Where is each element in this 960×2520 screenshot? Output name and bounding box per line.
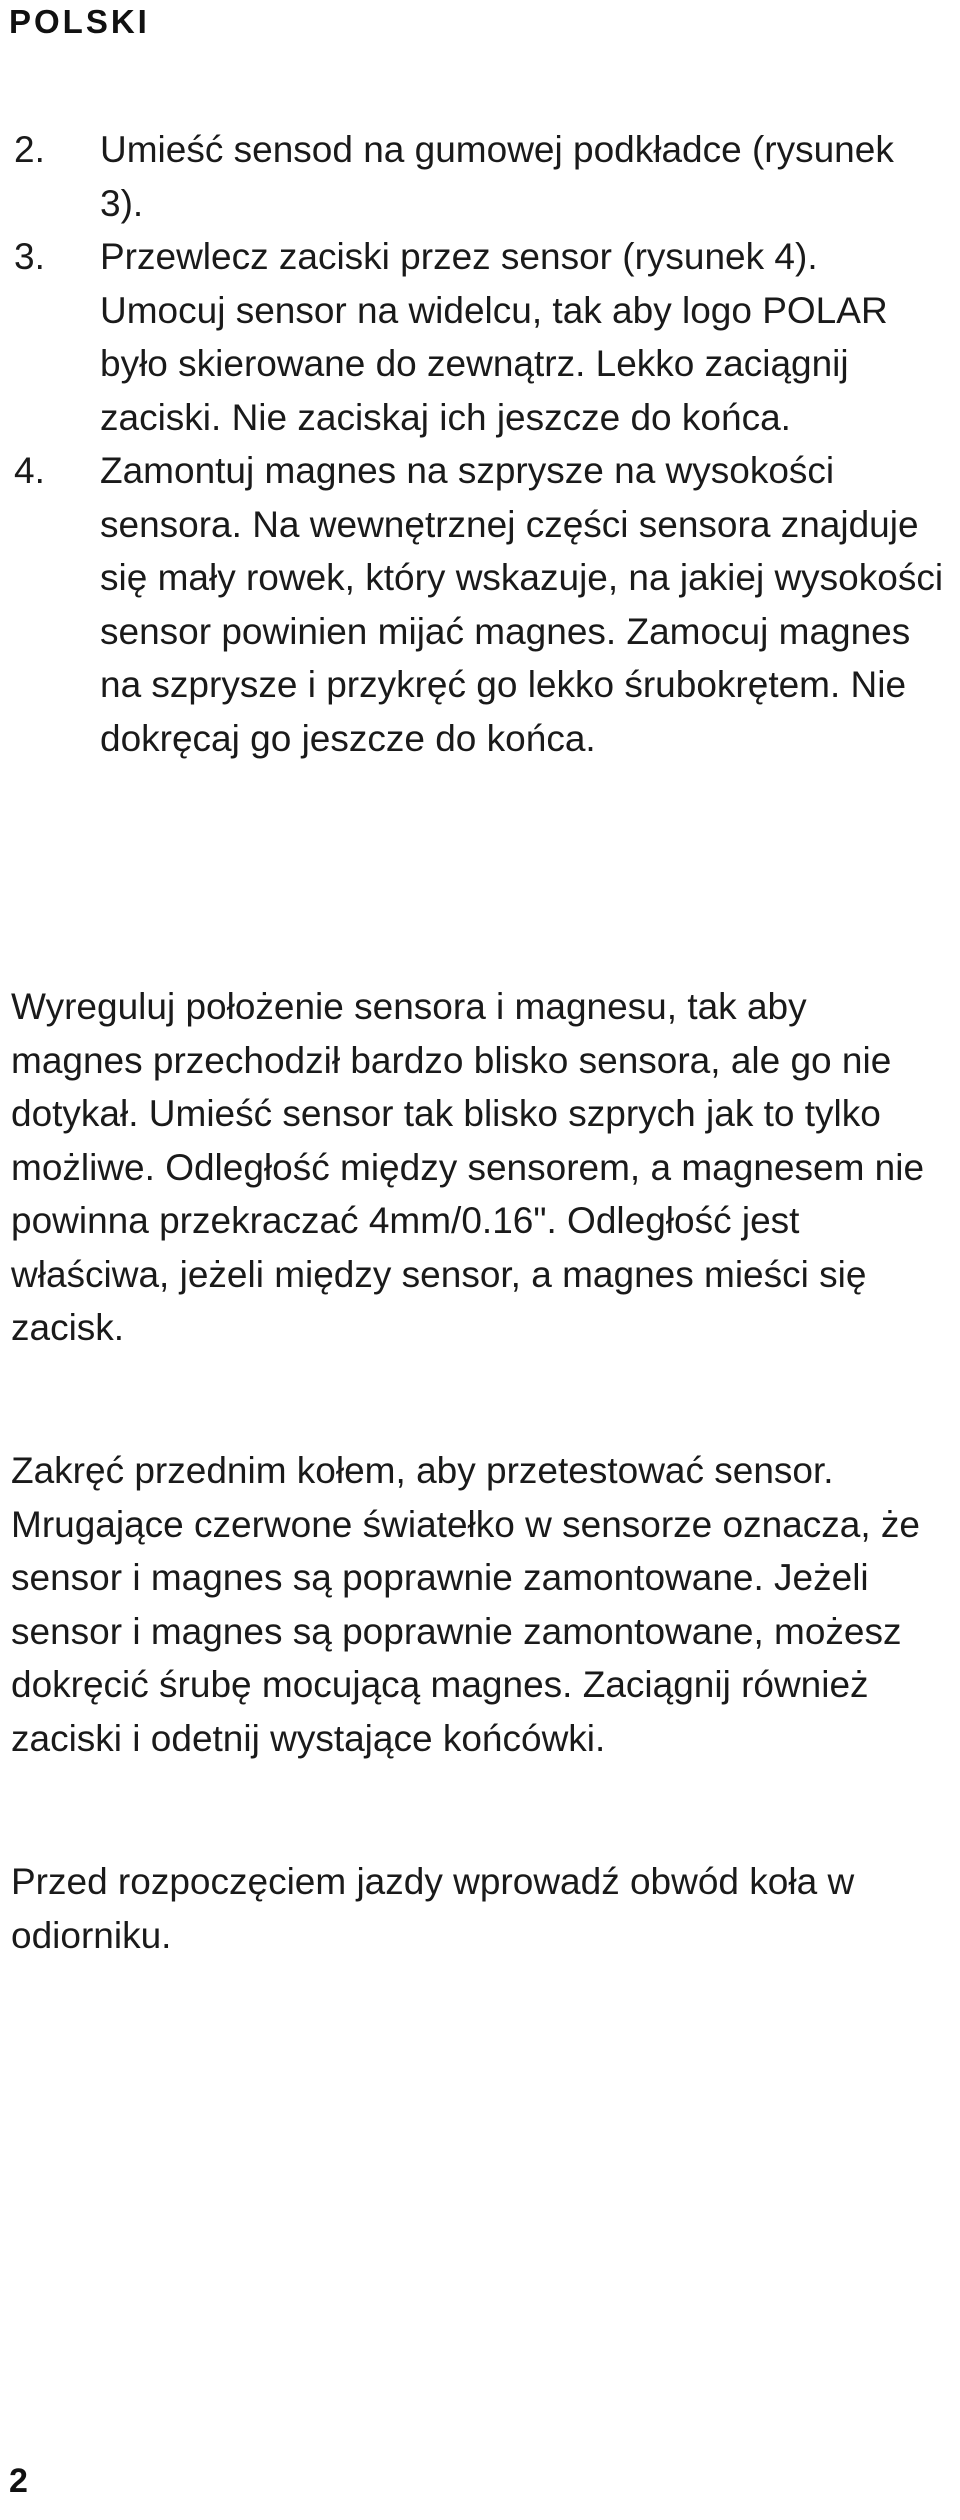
instruction-steps (14, 123, 944, 765)
step-text: Przewlecz zaciski przez sensor (rysunek 4). Umocuj sensor na widelcu, tak aby logo POLAR było skierowane do zewnątrz. Lekko zaciągnij zaciski. Nie zaciskaj ich jeszcze do końca. (100, 236, 888, 438)
step-number: 2. (14, 129, 45, 170)
step-item (14, 123, 944, 230)
step-text: Umieść sensod na gumowej podkładce (rysunek 3). (100, 129, 894, 224)
step-text: Zamontuj magnes na szprysze na wysokości sensora. Na wewnętrznej części sensora znajduje się mały rowek, który wskazuje, na jakiej wysokości sensor powinien mijać magnes. Zamocuj magnes na szprysze i przykręć go lekko śrubokrętem. Nie dokręcaj go jeszcze do końca. (100, 450, 944, 759)
closing-paragraph: Przed rozpoczęciem jazdy wprowadź obwód koła w odiorniku. (11, 1861, 855, 1956)
step-number: 4. (14, 450, 45, 491)
testing-paragraph: Zakręć przednim kołem, aby przetestować sensor. Mrugające czerwone światełko w sensorze oznacza, że sensor i magnes są poprawnie zamontowane. Jeżeli sensor i magnes są poprawnie zamontowane, możesz dokręcić śrubę mocującą magnes. Zaciągnij również zaciski i odetnij wystające końcówki. (11, 1450, 920, 1759)
step-item (14, 230, 944, 444)
step-item (14, 444, 944, 765)
step-number: 3. (14, 236, 45, 277)
adjustment-paragraph: Wyreguluj położenie sensora i magnesu, tak aby magnes przechodził bardzo blisko sensora, ale go nie dotykał. Umieść sensor tak blisko szprych jak to tylko możliwe. Odległość między sensorem, a magnesem nie powinna przekraczać 4mm/0.16". Odległość jest właściwa, jeżeli między sensor, a magnes mieści się zacisk. (11, 986, 925, 1348)
page-number: 2 (9, 2462, 28, 2500)
section-header: POLSKI (9, 3, 150, 40)
